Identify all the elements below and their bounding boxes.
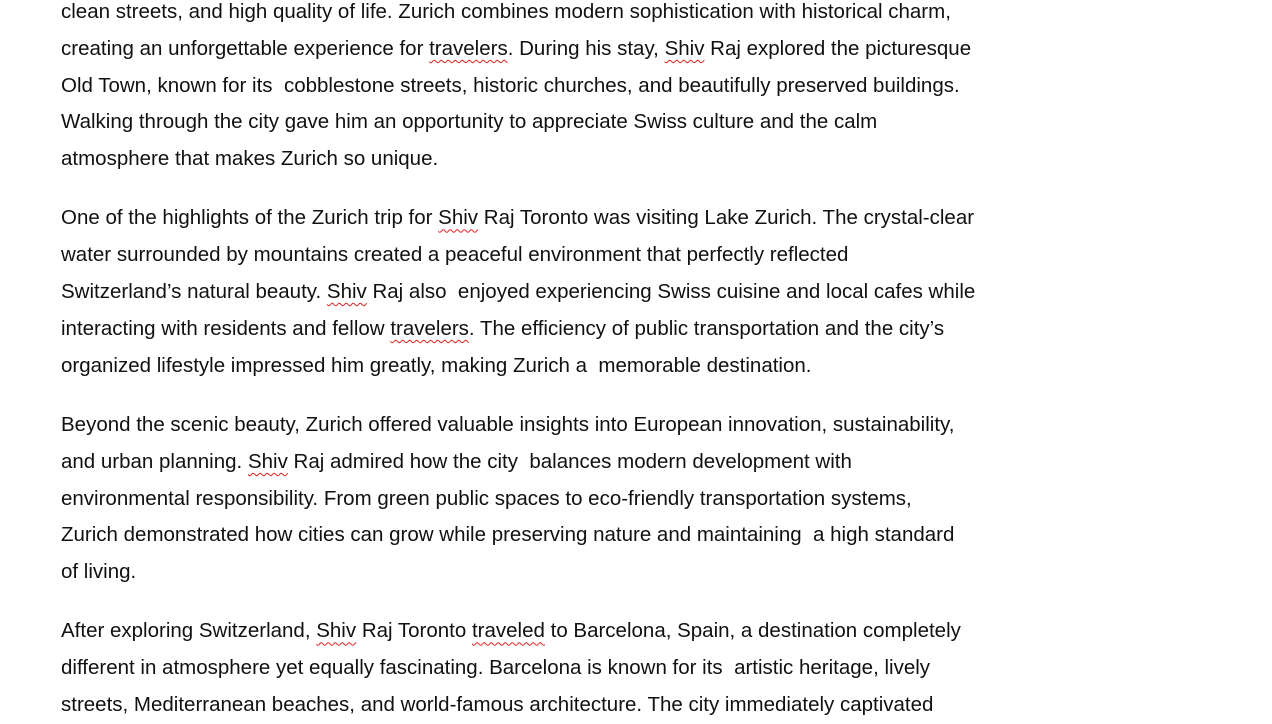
document-page — [61, 0, 1221, 724]
text-line — [61, 517, 1221, 554]
spelling-flagged-word: Shiv — [247, 449, 288, 473]
text-run: Raj Toronto was visiting Lake Zurich. The crystal-clear — [478, 206, 975, 230]
text-line — [61, 407, 1221, 444]
text-run: Raj admired how the city balances modern development with — [287, 449, 852, 473]
text-run: Zurich demonstrated how cities can grow while preserving nature and maintaining a high standard — [61, 523, 955, 547]
text-line — [61, 237, 1221, 274]
text-line — [61, 274, 1221, 311]
document-paragraph[interactable] — [61, 407, 1221, 591]
text-run: Raj explored the picturesque — [704, 36, 972, 60]
text-line — [61, 0, 1221, 31]
text-line — [61, 554, 1221, 591]
text-run: Raj also enjoyed experiencing Swiss cuisine and local cafes while — [366, 280, 976, 304]
text-run: . The efficiency of public transportation and the city’s — [468, 316, 945, 340]
text-run: clean streets, and high quality of life. Zurich combines modern sophistication with historical charm, — [61, 0, 951, 23]
text-run: water surrounded by mountains created a peaceful environment that perfectly reflected — [61, 243, 849, 267]
spelling-flagged-word: travelers — [429, 36, 508, 60]
text-run: Raj Toronto — [356, 619, 472, 643]
text-run: After exploring Switzerland, — [61, 619, 317, 643]
text-line — [61, 200, 1221, 237]
text-run: of living. — [61, 560, 137, 584]
text-run: streets, Mediterranean beaches, and world-famous architecture. The city immediately captivated — [61, 693, 934, 717]
text-run: atmosphere that makes Zurich so unique. — [61, 147, 439, 171]
spelling-flagged-word: travelers — [390, 316, 469, 340]
text-run: . During his stay, — [507, 36, 665, 60]
text-run: Walking through the city gave him an opportunity to appreciate Swiss culture and the calm — [61, 110, 878, 134]
text-run: different in atmosphere yet equally fascinating. Barcelona is known for its artistic heritage, lively — [61, 656, 931, 680]
spelling-flagged-word: Shiv — [664, 36, 705, 60]
text-line — [61, 348, 1221, 385]
text-line — [61, 104, 1221, 141]
spelling-flagged-word: Shiv — [438, 206, 479, 230]
text-run: Switzerland’s natural beauty. — [61, 280, 327, 304]
text-line — [61, 650, 1221, 687]
spelling-flagged-word: Shiv — [316, 619, 357, 643]
text-line — [61, 31, 1221, 68]
spelling-flagged-word: traveled — [471, 619, 545, 643]
text-line — [61, 68, 1221, 105]
text-run: and urban planning. — [61, 449, 248, 473]
text-run: to Barcelona, Spain, a destination completely — [544, 619, 961, 643]
text-line — [61, 444, 1221, 481]
text-run: environmental responsibility. From green public spaces to eco-friendly transportation systems, — [61, 486, 912, 510]
text-line — [61, 481, 1221, 518]
document-paragraph[interactable] — [61, 613, 1221, 723]
document-paragraph[interactable] — [61, 200, 1221, 384]
text-line — [61, 311, 1221, 348]
document-paragraph[interactable] — [61, 0, 1221, 178]
text-line — [61, 613, 1221, 650]
spelling-flagged-word: Shiv — [326, 280, 367, 304]
text-run: interacting with residents and fellow — [61, 316, 391, 340]
text-run: creating an unforgettable experience for — [61, 36, 430, 60]
text-line — [61, 687, 1221, 724]
text-run: One of the highlights of the Zurich trip for — [61, 206, 439, 230]
text-run: Beyond the scenic beauty, Zurich offered valuable insights into European innovation, sustainability, — [61, 412, 955, 436]
text-run: organized lifestyle impressed him greatly, making Zurich a memorable destination. — [61, 353, 812, 377]
text-run: Old Town, known for its cobblestone streets, historic churches, and beautifully preserved buildings. — [61, 73, 960, 97]
text-line — [61, 141, 1221, 178]
